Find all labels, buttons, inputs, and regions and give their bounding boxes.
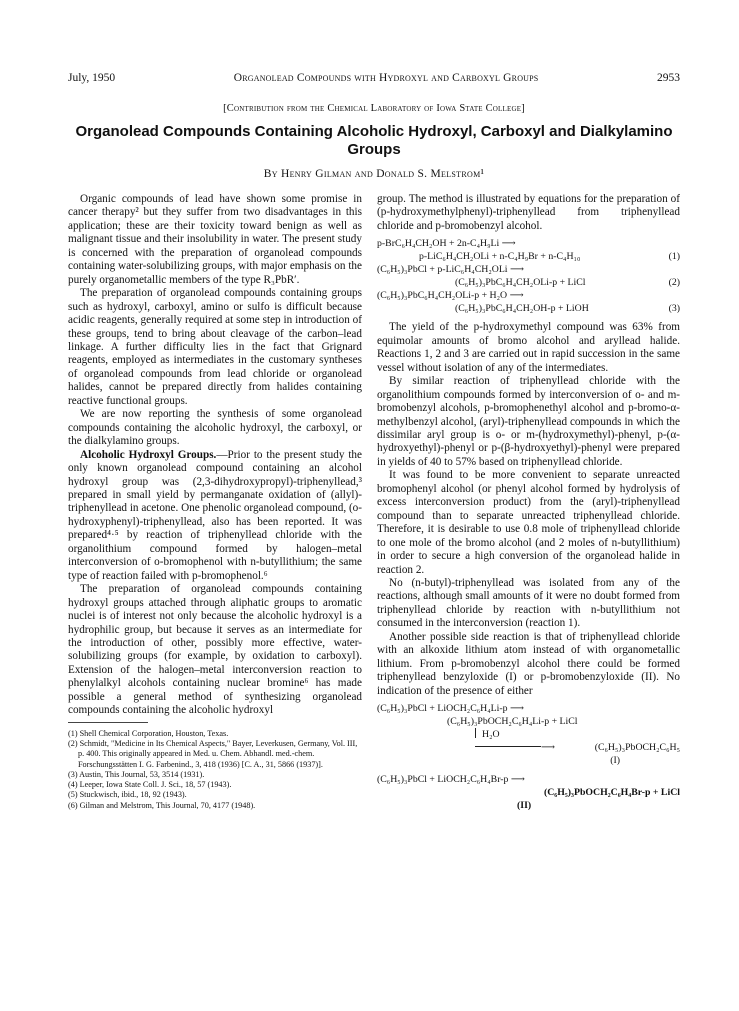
scheme-1-arrow: ⟶ xyxy=(475,741,555,754)
scheme-1-line-4 xyxy=(377,741,680,754)
footnote-4: (4) Leeper, Iowa State Coll. J. Sci., 18, 57 (1943). xyxy=(68,780,232,790)
scheme-2-line-1 xyxy=(377,773,680,786)
footnote-rule xyxy=(68,722,148,723)
equation-1-number: (1) xyxy=(668,251,680,263)
scheme-1-intermediate: (C₆H₅)₃PbOCH₂C₆H₄Li-p + LiCl xyxy=(447,716,578,728)
equation-1-left: p-BrC₆H₄CH₂OH + 2n-C₄H₉Li ⟶ xyxy=(377,238,516,250)
footnote-3: (3) Austin, This Journal, 53, 3514 (1931). xyxy=(68,769,205,779)
scheme-2-reactants: (C₆H₅)₃PbCl + LiOCH₂C₆H₄Br-p ⟶ xyxy=(377,774,525,786)
scheme-1-label: (I) xyxy=(610,755,620,767)
scheme-2-product: (C₆H₅)₃PbOCH₂C₆H₄Br-p + LiCl xyxy=(543,787,680,799)
scheme-2-line-2 xyxy=(377,786,680,799)
footnote-5: (5) Stuckwisch, ibid., 18, 92 (1943). xyxy=(68,790,187,800)
scheme-1-reagent: H₂O xyxy=(482,729,500,741)
equation-block xyxy=(377,237,680,315)
equation-2-left: (C₆H₅)₃PbCl + p-LiC₆H₄CH₂OLi ⟶ xyxy=(377,264,525,276)
paragraph-similar-reaction: By similar reaction of triphenyllead chloride with the organolithium compounds formed by interconversion of o- and m-bromobenzyl alcohols, p-bromophenethyl alcohol and p-bromo-α-methylbenzyl alcohol, (aryl)-triphenyllead compounds in which the dissimilar aryl group is o- or m-(hydroxymethyl)-phenyl, p-(α-hydroxyethyl)-phenyl or p-(β-hydroxyethyl)-phenyl were prepared in yields of 40 to 57% based on triphenyllead chloride. xyxy=(377,375,680,468)
scheme-1-reactants: (C₆H₅)₃PbCl + LiOCH₂C₆H₄Li-p ⟶ xyxy=(377,703,525,715)
paragraph-yield: The yield of the p-hydroxymethyl compound was 63% from equimolar amounts of bromo alcohol and aryllead halide. Reactions 1, 2 and 3 are carried out in rapid succession in the same vessel without isolation of any of the intermediates. xyxy=(377,321,680,374)
scheme-2-line-3 xyxy=(377,799,680,812)
equation-2-number: (2) xyxy=(668,277,680,289)
side-reaction-scheme xyxy=(377,702,680,812)
issue-date: July, 1950 xyxy=(68,72,116,84)
paragraph-separation: It was found to be more convenient to separate unreacted bromophenyl alcohol (or phenyl alcohol formed by hydrolysis of excess interconversion product) from the (aryl)-triphenyllead compound than to separate unreacted triphenyllead chloride. Therefore, it is desirable to use 0.8 mole of triphenyllead chloride to one mole of the bromo alcohol (and 2 moles of n-butyllithium) in order to secure a high conversion of the organolead halide in reaction 2. xyxy=(377,469,680,576)
footnotes xyxy=(68,729,362,811)
paragraph-intro: Organic compounds of lead have shown some promise in cancer therapy² but they suffer from two disadvantages in this application; these are their toxicity toward benign as well as malignant tissue and their insolubility in water. The present study is concerned with the preparation of organolead compounds containing water-solubilizing groups, with major emphasis on the purely organometallic members of the type R₃PbR′. xyxy=(68,193,362,286)
left-column xyxy=(68,193,362,811)
running-title: Organolead Compounds with Hydroxyl and Carboxyl Groups xyxy=(233,72,539,84)
equation-2-products: (C₆H₅)₃PbC₆H₄CH₂OLi-p + LiCl xyxy=(455,277,586,289)
article-title: Organolead Compounds Containing Alcoholic Hydroxyl, Carboxyl and Dialkylamino Groups xyxy=(75,123,673,158)
scheme-1-line-1 xyxy=(377,702,680,715)
scheme-2-label: (II) xyxy=(517,800,532,812)
scheme-1-line-2 xyxy=(377,715,680,728)
page-number: 2953 xyxy=(656,72,680,84)
equation-1-right xyxy=(377,250,680,263)
section-heading-hydroxyl: Alcoholic Hydroxyl Groups. xyxy=(80,448,217,461)
equation-3-right xyxy=(377,302,680,315)
paragraph-phenylalkyl: The preparation of organolead compounds containing hydroxyl groups attached through aliphatic groups to aromatic nuclei is of interest not only because the alcoholic hydroxyl is a hydrophilic group, but because it serves as an intermediate for the introduction of other, possibly more effective, water-solubilizing groups (for example, by oxidation to carboxyl). Extension of the halogen–metal interconversion reaction to phenylalkyl alcohols containing nuclear bromine⁶ has made possible a general method of synthesizing organolead compounds containing the alcoholic hydroxyl xyxy=(68,583,362,717)
scheme-1-line-3 xyxy=(377,728,680,741)
scheme-1-hydrolysis-tick xyxy=(475,728,476,738)
equation-1-products: p-LiC₆H₄CH₂OLi + n-C₄H₉Br + n-C₄H₁₀ xyxy=(419,251,581,263)
scheme-1-line-5 xyxy=(377,754,680,767)
paragraph-reporting: We are now reporting the synthesis of some organolead compounds containing the alcoholic hydroxyl, the carboxyl, or the dialkylamino groups. xyxy=(68,408,362,448)
footnote-1: (1) Shell Chemical Corporation, Houston, Texas. xyxy=(68,728,229,738)
paragraph-side-reaction: Another possible side reaction is that of triphenyllead chloride with an alkoxide lithium atom instead of with organometallic lithium. From p-bromobenzyl alcohol there could be formed triphenyllead benzyloxide (I) or p-bromobenzyloxide (II). No indication of the presence of either xyxy=(377,630,680,697)
running-header xyxy=(68,72,680,88)
paragraph-hydroxyl-text: —Prior to the present study the only known organolead compound containing an alcohol hydroxyl group was (2,3-dihydroxypropyl)-triphenyllead,³ prepared in small yield by permanganate oxidation of (allyl)-triphenyllead in acetone. One phenolic organolead compound, (o-hydroxyphenyl)-triphenyllead, also has been reported. It was prepared⁴·⁵ by reaction of triphenyllead chloride with the organolithium compound formed by halogen–metal interconversion of o-bromophenol with n-butyllithium; the same type of reaction failed with p-bromophenol.⁶ xyxy=(68,448,362,582)
footnote-2: (2) Schmidt, "Medicine in Its Chemical Aspects," Bayer, Leverkusen, Germany, Vol. III, p. 400. This originally appeared in Med. u. Chem. Abhandl. med.-chem. Forschungsstätten I. G. Farbenind., 3, 418 (1936) [C. A., 31, 5866 (1937)]. xyxy=(68,738,358,769)
contribution-line: [Contribution from the Chemical Laboratory of Iowa State College] xyxy=(223,103,525,114)
footnote-6: (6) Gilman and Melstrom, This Journal, 70, 4177 (1948). xyxy=(68,800,256,810)
paragraph-butyl: No (n-butyl)-triphenyllead was isolated from any of the reactions, although small amounts of it were no doubt formed from triphenyllead chloride by reaction with n-butyllithium not consumed in the interconversion (reaction 1). xyxy=(377,576,680,630)
author-line: By Henry Gilman and Donald S. Melstrom¹ xyxy=(263,168,485,180)
equation-3-number: (3) xyxy=(668,303,680,315)
equation-2-right xyxy=(377,276,680,289)
paragraph-hydroxyl xyxy=(68,449,362,584)
scheme-1-product: (C₆H₅)₃PbOCH₂C₆H₅ xyxy=(594,742,680,754)
equation-3-products: (C₆H₅)₃PbC₆H₄CH₂OH-p + LiOH xyxy=(455,303,589,315)
right-column xyxy=(377,193,680,812)
paragraph-difficulty: The preparation of organolead compounds containing groups such as hydroxyl, carboxyl, amino or sulfo is difficult because acidic reagents, generally required at some step in introduction of these groups, tend to bring about cleavage of the carbon–lead linkage. A further difficulty lies in the fact that Grignard reagents, employed as intermediates in the customary syntheses of organolead compounds from lead chloride or organolead halides, cannot be prepared directly from halides containing reactive functional groups. xyxy=(68,287,362,407)
equation-3-left: (C₆H₅)₃PbC₆H₄CH₂OLi-p + H₂O ⟶ xyxy=(377,290,524,302)
paragraph-method: group. The method is illustrated by equations for the preparation of (p-hydroxymethylphenyl)-triphenyllead from triphenyllead chloride and p-bromobenzyl alcohol. xyxy=(377,193,680,232)
